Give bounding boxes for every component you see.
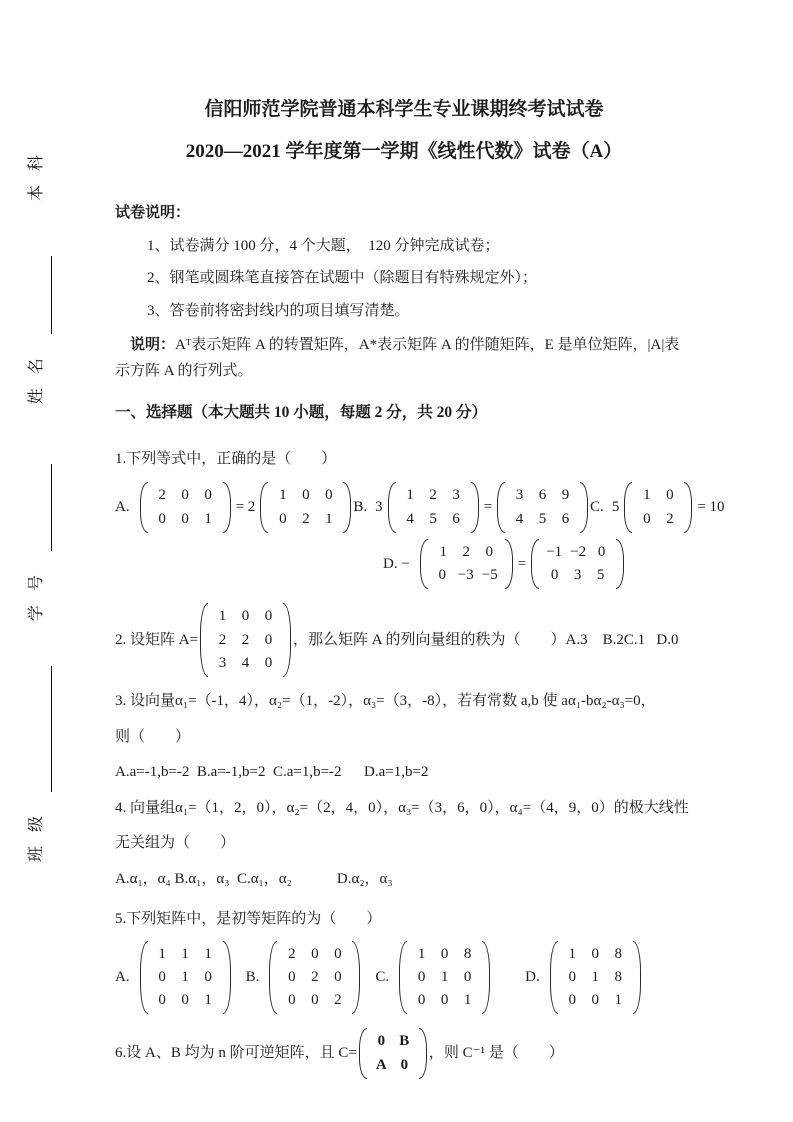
instruction-item-1: 1、试卷满分 100 分，4 个大题， 120 分钟完成试卷； (147, 237, 500, 254)
question-1-stem: 1.下列等式中，正确的是（ ） (115, 450, 337, 467)
class-blank-line (16, 666, 52, 792)
question-5-options-row (115, 941, 693, 1015)
question-4-line1: 4. 向量组α₁=（1，2，0），α₂=（2，4，0），α₃=（3，6，0），α₄=（4，9，0）的极大线性 (115, 799, 689, 816)
matrix: 1 2 3 4 5 6 (388, 482, 479, 533)
class-label: 班级 (27, 801, 45, 862)
equals-result: = 10 (697, 499, 725, 516)
question-3-line1: 3. 设向量α₁=（-1，4），α₂=（1，-2），α₃=（3，-8），若有常数 a,b 使 aα₁-bα₂-α₃=0， (115, 693, 656, 709)
question-1 (115, 448, 725, 590)
option-d (525, 941, 643, 1015)
option-c-label: C. (590, 499, 604, 516)
matrix: 1 0 0 0 2 1 (260, 482, 351, 533)
matrix: 1 1 1 0 1 0 0 0 1 (140, 941, 231, 1015)
option-b (246, 941, 363, 1015)
question-2 (115, 603, 693, 677)
instructions-heading: 试卷说明： (115, 205, 191, 221)
question-6-pre: 6.设 A、B 均为 n 阶可逆矩阵，且 C= (115, 1045, 357, 1062)
option-d-label: D. − (383, 555, 410, 572)
option-a (115, 482, 353, 533)
matrix: 2 0 0 0 2 0 0 0 2 (269, 941, 360, 1015)
name-blank-line (16, 256, 52, 334)
option-c (375, 941, 492, 1015)
matrix: 1 0 8 0 1 0 0 0 1 (399, 941, 490, 1015)
matrix: 0 B A 0 (359, 1028, 427, 1079)
matrix: 1 0 0 2 (624, 482, 692, 533)
option-a-label: A. (115, 969, 130, 986)
question-6 (115, 1028, 693, 1079)
matrix: 2 0 0 0 0 1 (140, 482, 231, 533)
question-3 (115, 690, 693, 784)
notation-text: Aᵀ表示矩阵 A 的转置矩阵，A*表示矩阵 A 的伴随矩阵，E 是单位矩阵，|A|表示方阵 A 的行列式。 (115, 337, 680, 380)
option-a (115, 941, 233, 1015)
option-c-label: C. (375, 969, 390, 986)
option-b-label: B. (245, 969, 260, 986)
question-4 (115, 797, 693, 891)
question-6-post: ，则 C⁻¹ 是（ ） (428, 1045, 564, 1062)
student-id-blank-line (16, 464, 52, 551)
option-d (383, 539, 626, 590)
option-d-label: D. (525, 969, 540, 986)
notation-paragraph (115, 332, 693, 385)
option-a-label: A. (115, 499, 130, 516)
matrix: −1 −2 0 0 3 5 (531, 539, 624, 590)
question-3-line2: 则（ ） (115, 728, 191, 745)
question-2-pre: 2. 设矩阵 A= (115, 631, 199, 648)
question-4-line2: 无关组为（ ） (115, 835, 236, 851)
page-title: 信阳师范学院普通本科学生专业课期终考试试卷 (204, 99, 604, 120)
matrix: 1 2 0 0 −3 −5 (420, 539, 513, 590)
equals-coefficient: = 2 (235, 499, 256, 516)
page-subtitle: 2020—2021 学年度第一学期《线性代数》试卷（A） (185, 140, 623, 162)
name-label: 姓名 (27, 344, 45, 405)
section-heading: 一、选择题（本大题共 10 小题，每题 2 分，共 20 分） (115, 403, 488, 421)
question-2-post: ，那么矩阵 A 的列向量组的秩为（ ）A.3 B.2C.1 D.0 (293, 631, 679, 648)
question-1-option-d-row (383, 539, 693, 590)
question-5 (115, 908, 693, 1014)
exam-instructions (115, 202, 693, 385)
matrix: 1 0 0 2 2 0 3 4 0 (200, 603, 291, 677)
question-4-options: A.α₁，α₄ B.α₁，α₃ C.α₁，α₂ D.α₂，α₃ (115, 870, 393, 887)
coefficient: 3 (375, 499, 383, 516)
seal-line-sidebar (16, 141, 52, 862)
option-b (353, 482, 590, 533)
matrix: 3 6 9 4 5 6 (497, 482, 588, 533)
program-label: 本科 (27, 141, 45, 202)
question-1-options-row (115, 482, 725, 533)
equals-sign: = (517, 555, 527, 572)
question-5-stem: 5.下列矩阵中，是初等矩阵的为（ ） (115, 911, 382, 927)
option-c (590, 482, 724, 533)
equals-sign: = (483, 499, 493, 516)
student-id-label: 学号 (27, 561, 45, 622)
coefficient: 5 (611, 499, 620, 516)
instruction-item-2: 2、钢笔或圆珠笔直接答在试题中（除题目有特殊规定外）； (147, 270, 538, 286)
notation-label: 说明： (130, 337, 176, 353)
matrix: 1 0 8 0 1 8 0 0 1 (550, 941, 641, 1015)
option-b-label: B. (353, 499, 368, 516)
question-3-options: A.a=-1,b=-2 B.a=-1,b=2 C.a=1,b=-2 D.a=1,b=2 (115, 764, 429, 780)
instruction-item-3: 3、答卷前将密封线内的项目填写清楚。 (147, 302, 410, 319)
